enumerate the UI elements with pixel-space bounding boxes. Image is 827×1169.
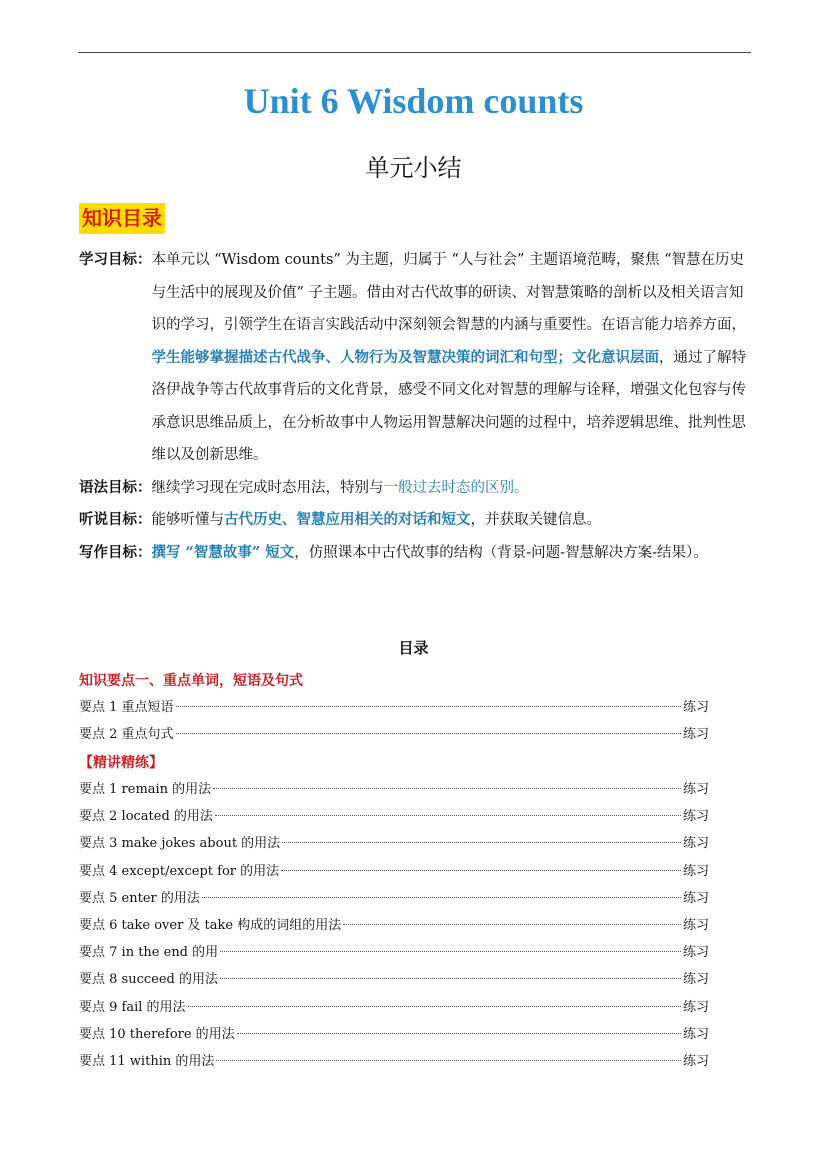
goals-block — [79, 244, 751, 569]
dot-leader — [220, 978, 681, 979]
toc-row[interactable] — [79, 694, 709, 721]
goal-label: 语法目标： — [79, 478, 152, 496]
toc-item-label: 要点 7 in the end 的用 — [79, 945, 219, 961]
toc-item-end: 练习 — [682, 782, 709, 797]
goal-highlight: 古代历史、智慧应用相关的对话和短文 — [224, 511, 471, 528]
goal-highlight: 一般过去时态的区别。 — [383, 479, 529, 496]
dot-leader — [176, 706, 681, 707]
toc-item-end: 练习 — [682, 972, 709, 988]
dot-leader — [237, 1033, 681, 1034]
goal-writing — [79, 537, 751, 570]
goal-text — [152, 472, 752, 505]
toc-item-end: 练习 — [682, 999, 709, 1015]
dot-leader — [215, 815, 681, 816]
toc-row[interactable] — [79, 721, 709, 748]
toc-row[interactable] — [79, 830, 709, 857]
toc-item-end: 练习 — [682, 727, 709, 743]
toc-row[interactable] — [79, 885, 709, 912]
toc-heading: 目录 — [398, 639, 429, 657]
goal-highlight: 撰写 “智慧故事” 短文 — [151, 543, 295, 561]
toc-item-label: 要点 2 located 的用法 — [79, 809, 213, 825]
toc-row[interactable] — [79, 858, 709, 885]
page-title: Unit 6 Wisdom counts — [243, 81, 584, 121]
toc-item-end: 练习 — [682, 809, 709, 825]
toc-row[interactable] — [79, 776, 709, 803]
goal-text — [152, 504, 752, 537]
toc-item-label: 要点 1 重点短语 — [79, 700, 174, 715]
toc-row[interactable] — [79, 1048, 709, 1075]
goal-text — [152, 537, 752, 570]
toc-item-end: 练习 — [682, 700, 709, 715]
toc-row[interactable] — [79, 912, 709, 939]
toc-item-end: 练习 — [682, 917, 709, 933]
toc-item-label: 要点 8 succeed 的用法 — [79, 972, 218, 988]
toc-item-label: 要点 6 take over 及 take 构成的词组的用法 — [79, 917, 342, 933]
goal-text-part: 继续学习现在完成时态用法，特别与 — [151, 479, 384, 496]
section-badge: 知识目录 — [79, 203, 165, 234]
toc-item-label: 要点 3 make jokes about 的用法 — [79, 836, 281, 852]
toc-item-end: 练习 — [682, 1026, 709, 1042]
dot-leader — [213, 788, 681, 789]
toc-item-label: 要点 2 重点句式 — [79, 727, 174, 743]
goal-text-part: 本单元以 “Wisdom counts” 为主题，归属于 “人与社会” 主题语境范畴，聚焦 “智慧在历史与生活中的展现及价值” 子主题。借由对古代故事的研读、对智慧策略的剖析以及相关语言知识的学习，引领学生在语言实践活动中深刻领会智慧的内涵与重要性。在语言能力培养方面， — [151, 252, 746, 333]
dot-leader — [216, 1060, 681, 1061]
dot-leader — [188, 1006, 681, 1007]
toc-item-label: 要点 4 except/except for 的用法 — [79, 863, 280, 879]
goal-text-part: 能够听懂与 — [151, 512, 224, 528]
dot-leader — [281, 870, 681, 871]
toc-item-end: 练习 — [682, 863, 709, 879]
toc-item-label: 要点 11 within 的用法 — [79, 1053, 215, 1069]
toc-item-label: 要点 5 enter 的用法 — [79, 890, 200, 906]
toc-item-label: 要点 1 remain 的用法 — [79, 782, 212, 797]
toc-item-end: 练习 — [682, 890, 709, 906]
goal-label: 学习目标： — [79, 251, 152, 268]
toc-row[interactable] — [79, 994, 709, 1021]
header-rule — [78, 52, 751, 53]
dot-leader — [176, 733, 681, 734]
goal-label: 听说目标： — [79, 511, 152, 528]
goal-text-part: ，仿照课本中古代故事的结构（背景-问题-智慧解决方案-结果）。 — [294, 544, 708, 561]
toc-item-end: 练习 — [682, 1053, 709, 1069]
dot-leader — [220, 951, 681, 952]
toc-item-end: 练习 — [682, 945, 709, 961]
toc-row[interactable] — [79, 966, 709, 993]
toc-row[interactable] — [79, 939, 709, 966]
toc-group-1 — [79, 694, 709, 748]
toc-item-label: 要点 9 fail 的用法 — [79, 999, 186, 1015]
toc-group-2 — [79, 776, 709, 1075]
goal-listening — [79, 504, 751, 537]
goal-grammar — [79, 472, 751, 505]
goal-learning — [79, 244, 751, 472]
toc-item-label: 要点 10 therefore 的用法 — [79, 1026, 235, 1042]
goal-highlight: 学生能够掌握描述古代战争、人物行为及智慧决策的词汇和句型；文化意识层面 — [151, 348, 659, 366]
dot-leader — [282, 842, 681, 843]
dot-leader — [202, 897, 681, 898]
goal-text-part: ，并获取关键信息。 — [470, 512, 601, 528]
toc-section-heading: 【精讲精练】 — [79, 755, 163, 771]
goal-text-part: ，通过了解特洛伊战争等古代故事背后的文化背景，感受不同文化对智慧的理解与诠释，增强文化包容与传承意识思维品质上，在分析故事中人物运用智慧解决问题的过程中，培养逻辑思维、批判性思维以及创新思维。 — [151, 349, 746, 463]
toc-section-heading: 知识要点一、重点单词，短语及句式 — [79, 673, 303, 689]
goal-label: 写作目标： — [79, 543, 152, 561]
goal-text — [152, 244, 752, 472]
dot-leader — [343, 924, 681, 925]
toc-row[interactable] — [79, 803, 709, 830]
toc-row[interactable] — [79, 1021, 709, 1048]
page-subtitle: 单元小结 — [365, 154, 462, 182]
toc-item-end: 练习 — [682, 836, 709, 852]
